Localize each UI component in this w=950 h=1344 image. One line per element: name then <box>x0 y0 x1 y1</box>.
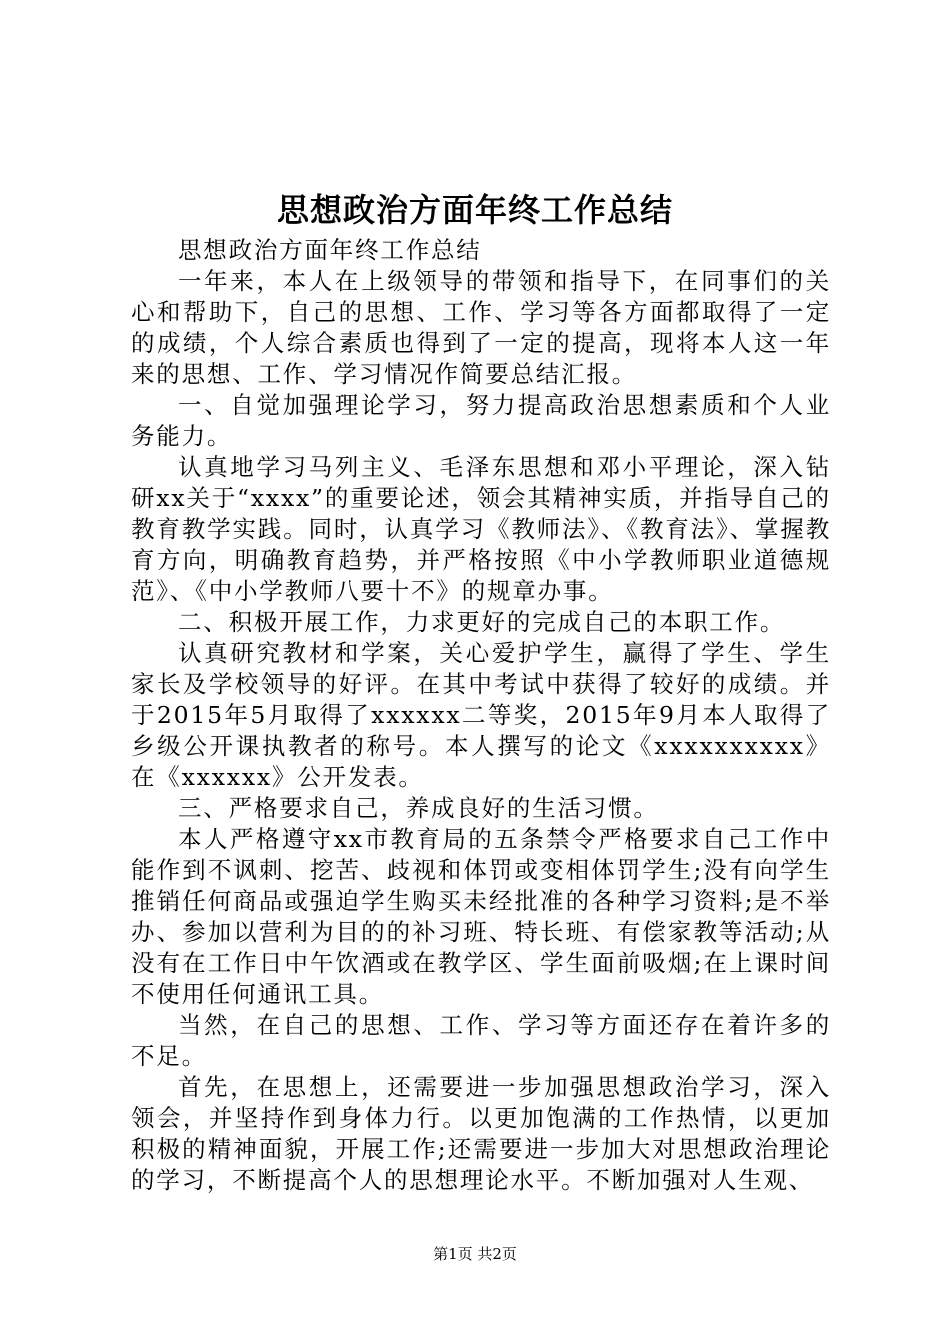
document-body <box>131 235 831 1196</box>
document-title: 思想政治方面年终工作总结 <box>276 191 673 229</box>
paragraph-theory: 认真地学习马列主义、毛泽东思想和邓小平理论，深入钻研xx关于“xxxx”的重要论述，领会其精神实质，并指导自己的教育教学实践。同时，认真学习《教师法》、《教育法》、掌握教育方向，明确教育趋势，并严格按照《中小学教师职业道德规范》、《中小学教师八要十不》的规章办事。 <box>131 453 831 605</box>
paragraph-work: 认真研究教材和学案，关心爱护学生，赢得了学生、学生家长及学校领导的好评。在其中考试中获得了较好的成绩。并于2015年5月取得了xxxxxx二等奖，2015年9月本人取得了乡级公开课执教者的称号。本人撰写的论文《xxxxxxxxxx》在《xxxxxx》公开发表。 <box>131 639 831 791</box>
paragraph-shortcomings: 当然，在自己的思想、工作、学习等方面还存在着许多的不足。 <box>131 1011 831 1070</box>
paragraph-intro: 一年来，本人在上级领导的带领和指导下，在同事们的关心和帮助下，自己的思想、工作、学习等各方面都取得了一定的成绩，个人综合素质也得到了一定的提高，现将本人这一年来的思想、工作、学习情况作简要总结汇报。 <box>131 267 831 388</box>
paragraph-discipline: 本人严格遵守xx市教育局的五条禁令严格要求自己工作中能作到不讽刺、挖苦、歧视和体罚或变相体罚学生;没有向学生推销任何商品或强迫学生购买未经批准的各种学习资料;是不举办、参加以营利为目的的补习班、特长班、有偿家教等活动;从没有在工作日中午饮酒或在教学区、学生面前吸烟;在上课时间不使用任何通讯工具。 <box>131 825 831 1008</box>
paragraph-first: 首先，在思想上，还需要进一步加强思想政治学习，深入领会，并坚持作到身体力行。以更加饱满的工作热情，以更加积极的精神面貌，开展工作;还需要进一步加大对思想政治理论的学习，不断提高个人的思想理论水平。不断加强对人生观、 <box>131 1073 831 1194</box>
section-heading-3: 三、严格要求自己，养成良好的生活习惯。 <box>178 794 659 822</box>
section-heading-2: 二、积极开展工作，力求更好的完成自己的本职工作。 <box>178 608 786 636</box>
paragraph-subtitle: 思想政治方面年终工作总结 <box>178 236 482 264</box>
page-footer: 第1页 共2页 <box>433 1245 517 1263</box>
section-heading-1: 一、自觉加强理论学习，努力提高政治思想素质和个人业务能力。 <box>131 391 831 450</box>
